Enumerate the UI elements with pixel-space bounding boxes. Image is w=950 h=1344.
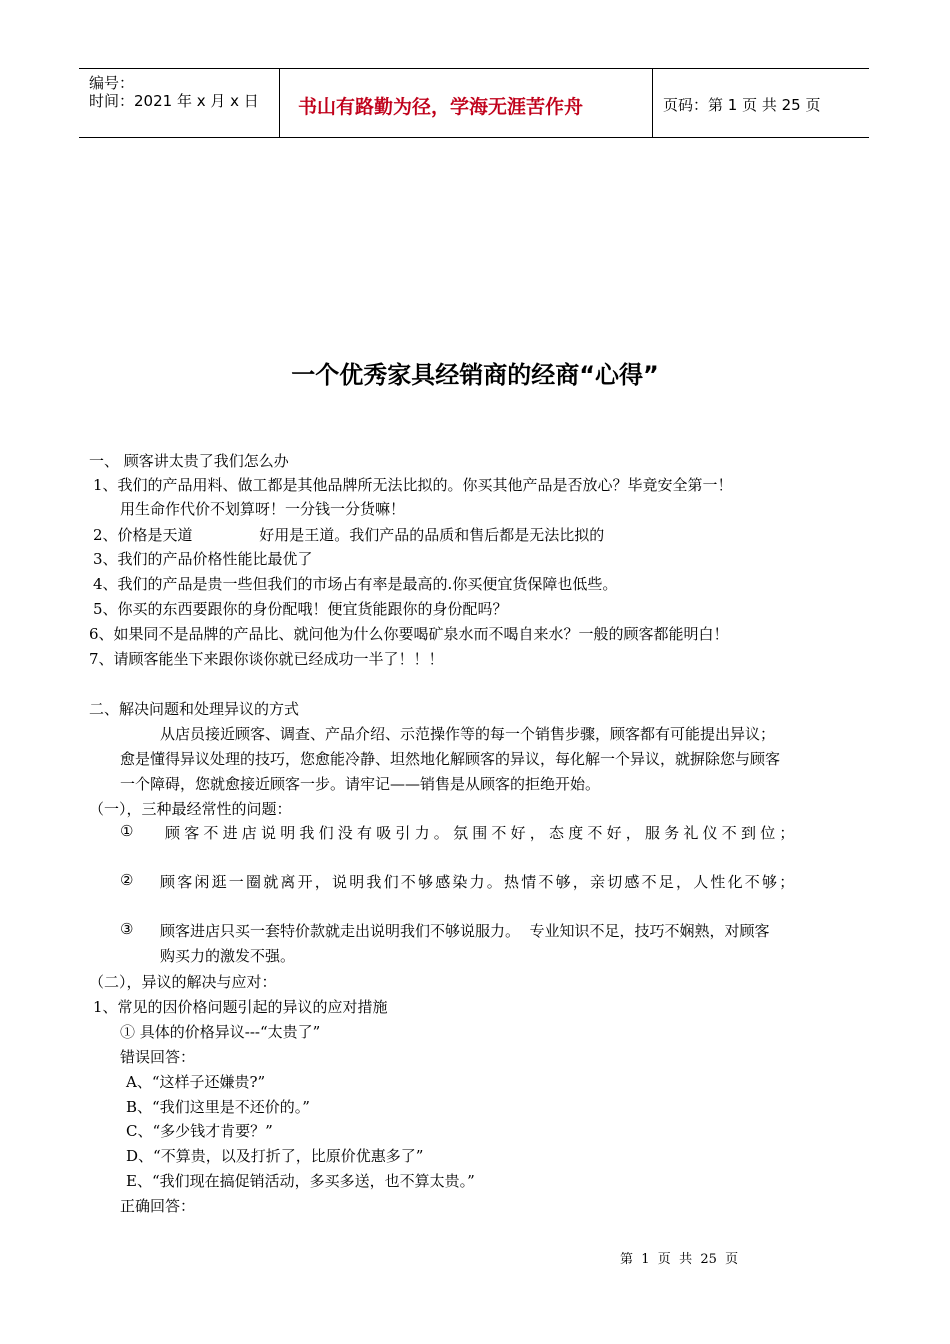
right-answer-label: 正确回答： [120, 1197, 196, 1215]
section2-intro-line: 一个障碍，您就愈接近顾客一步。请牢记——销售是从顾客的拒绝开始。 [120, 775, 601, 793]
section1-item: 4、我们的产品是贵一些但我们的市场占有率是最高的.你买便宜货保障也低些。 [93, 575, 618, 593]
section2-intro-line: 从店员接近顾客、调查、产品介绍、示范操作等的每一个销售步骤，顾客都有可能提出异议； [160, 725, 776, 743]
problem-number: ① [120, 822, 134, 840]
section1-item: 7、请顾客能坐下来跟你谈你就已经成功一半了！！！ [89, 650, 444, 668]
problem-number: ③ [120, 920, 134, 938]
problem-number: ② [120, 871, 134, 889]
problem-text: 顾客不进店说明我们没有吸引力。氛围不好，态度不好，服务礼仪不到位； [165, 824, 799, 842]
number-label: 编号： [89, 74, 135, 92]
problem-text: 顾客闲逛一圈就离开，说明我们不够感染力。热情不够，亲切感不足，人性化不够； [160, 873, 797, 891]
header-divider [279, 69, 280, 137]
subheading-common-problems: （一），三种最经常性的问题： [89, 800, 292, 818]
header-divider [652, 69, 653, 137]
section1-item: 6、如果同不是品牌的产品比、就问他为什么你要喝矿泉水而不喝自来水？一般的顾客都能明白！ [89, 625, 729, 643]
section1-item: 1、我们的产品用料、做工都是其他品牌所无法比拟的。你买其他产品是否放心？毕竟安全第一！ [93, 476, 733, 494]
section1-item: 3、我们的产品价格性能比最优了 [93, 550, 313, 568]
wrong-answer: C、“多少钱才肯要？” [126, 1122, 273, 1140]
page-label: 页码：第 1 页 共 25 页 [663, 96, 821, 114]
measure-heading: 1、常见的因价格问题引起的异议的应对措施 [93, 998, 388, 1016]
motto: 书山有路勤为径，学海无涯苦作舟 [298, 96, 584, 118]
section2-intro-line: 愈是懂得异议处理的技巧，您愈能冷静、坦然地化解顾客的异议，每化解一个异议，就摒除您与顾客 [120, 750, 781, 768]
problem-text: 顾客进店只买一套特价款就走出说明我们不够说服力。 专业知识不足，技巧不娴熟，对顾客 [160, 922, 770, 940]
problem-text-continued: 购买力的激发不强。 [160, 947, 296, 965]
section1-item: 用生命作代价不划算呀！一分钱一分货嘛！ [120, 500, 406, 518]
time-label: 时间：2021 年 x 月 x 日 [89, 92, 259, 110]
wrong-answer: A、“这样子还嫌贵?” [126, 1073, 266, 1091]
page-footer: 第 1 页 共 25 页 [620, 1252, 739, 1267]
wrong-answer: D、“不算贵，以及打折了，比原价优惠多了” [126, 1147, 424, 1165]
objection-heading: ① 具体的价格异议---“太贵了” [120, 1023, 321, 1041]
document-title: 一个优秀家具经销商的经商“心得” [291, 361, 659, 389]
subheading-resolution: （二），异议的解决与应对： [89, 973, 277, 991]
wrong-answer: B、“我们这里是不还价的。” [126, 1098, 310, 1116]
wrong-answer: E、“我们现在搞促销活动，多买多送，也不算太贵。” [126, 1172, 475, 1190]
section1-item: 2、价格是天道 好用是王道。我们产品的品质和售后都是无法比拟的 [93, 526, 605, 544]
section2-heading: 二、解决问题和处理异议的方式 [89, 700, 300, 718]
wrong-answer-label: 错误回答： [120, 1048, 196, 1066]
section1-heading: 一、 顾客讲太贵了我们怎么办 [89, 452, 289, 470]
section1-item: 5、你买的东西要跟你的身份配哦！便宜货能跟你的身份配吗？ [93, 600, 508, 618]
